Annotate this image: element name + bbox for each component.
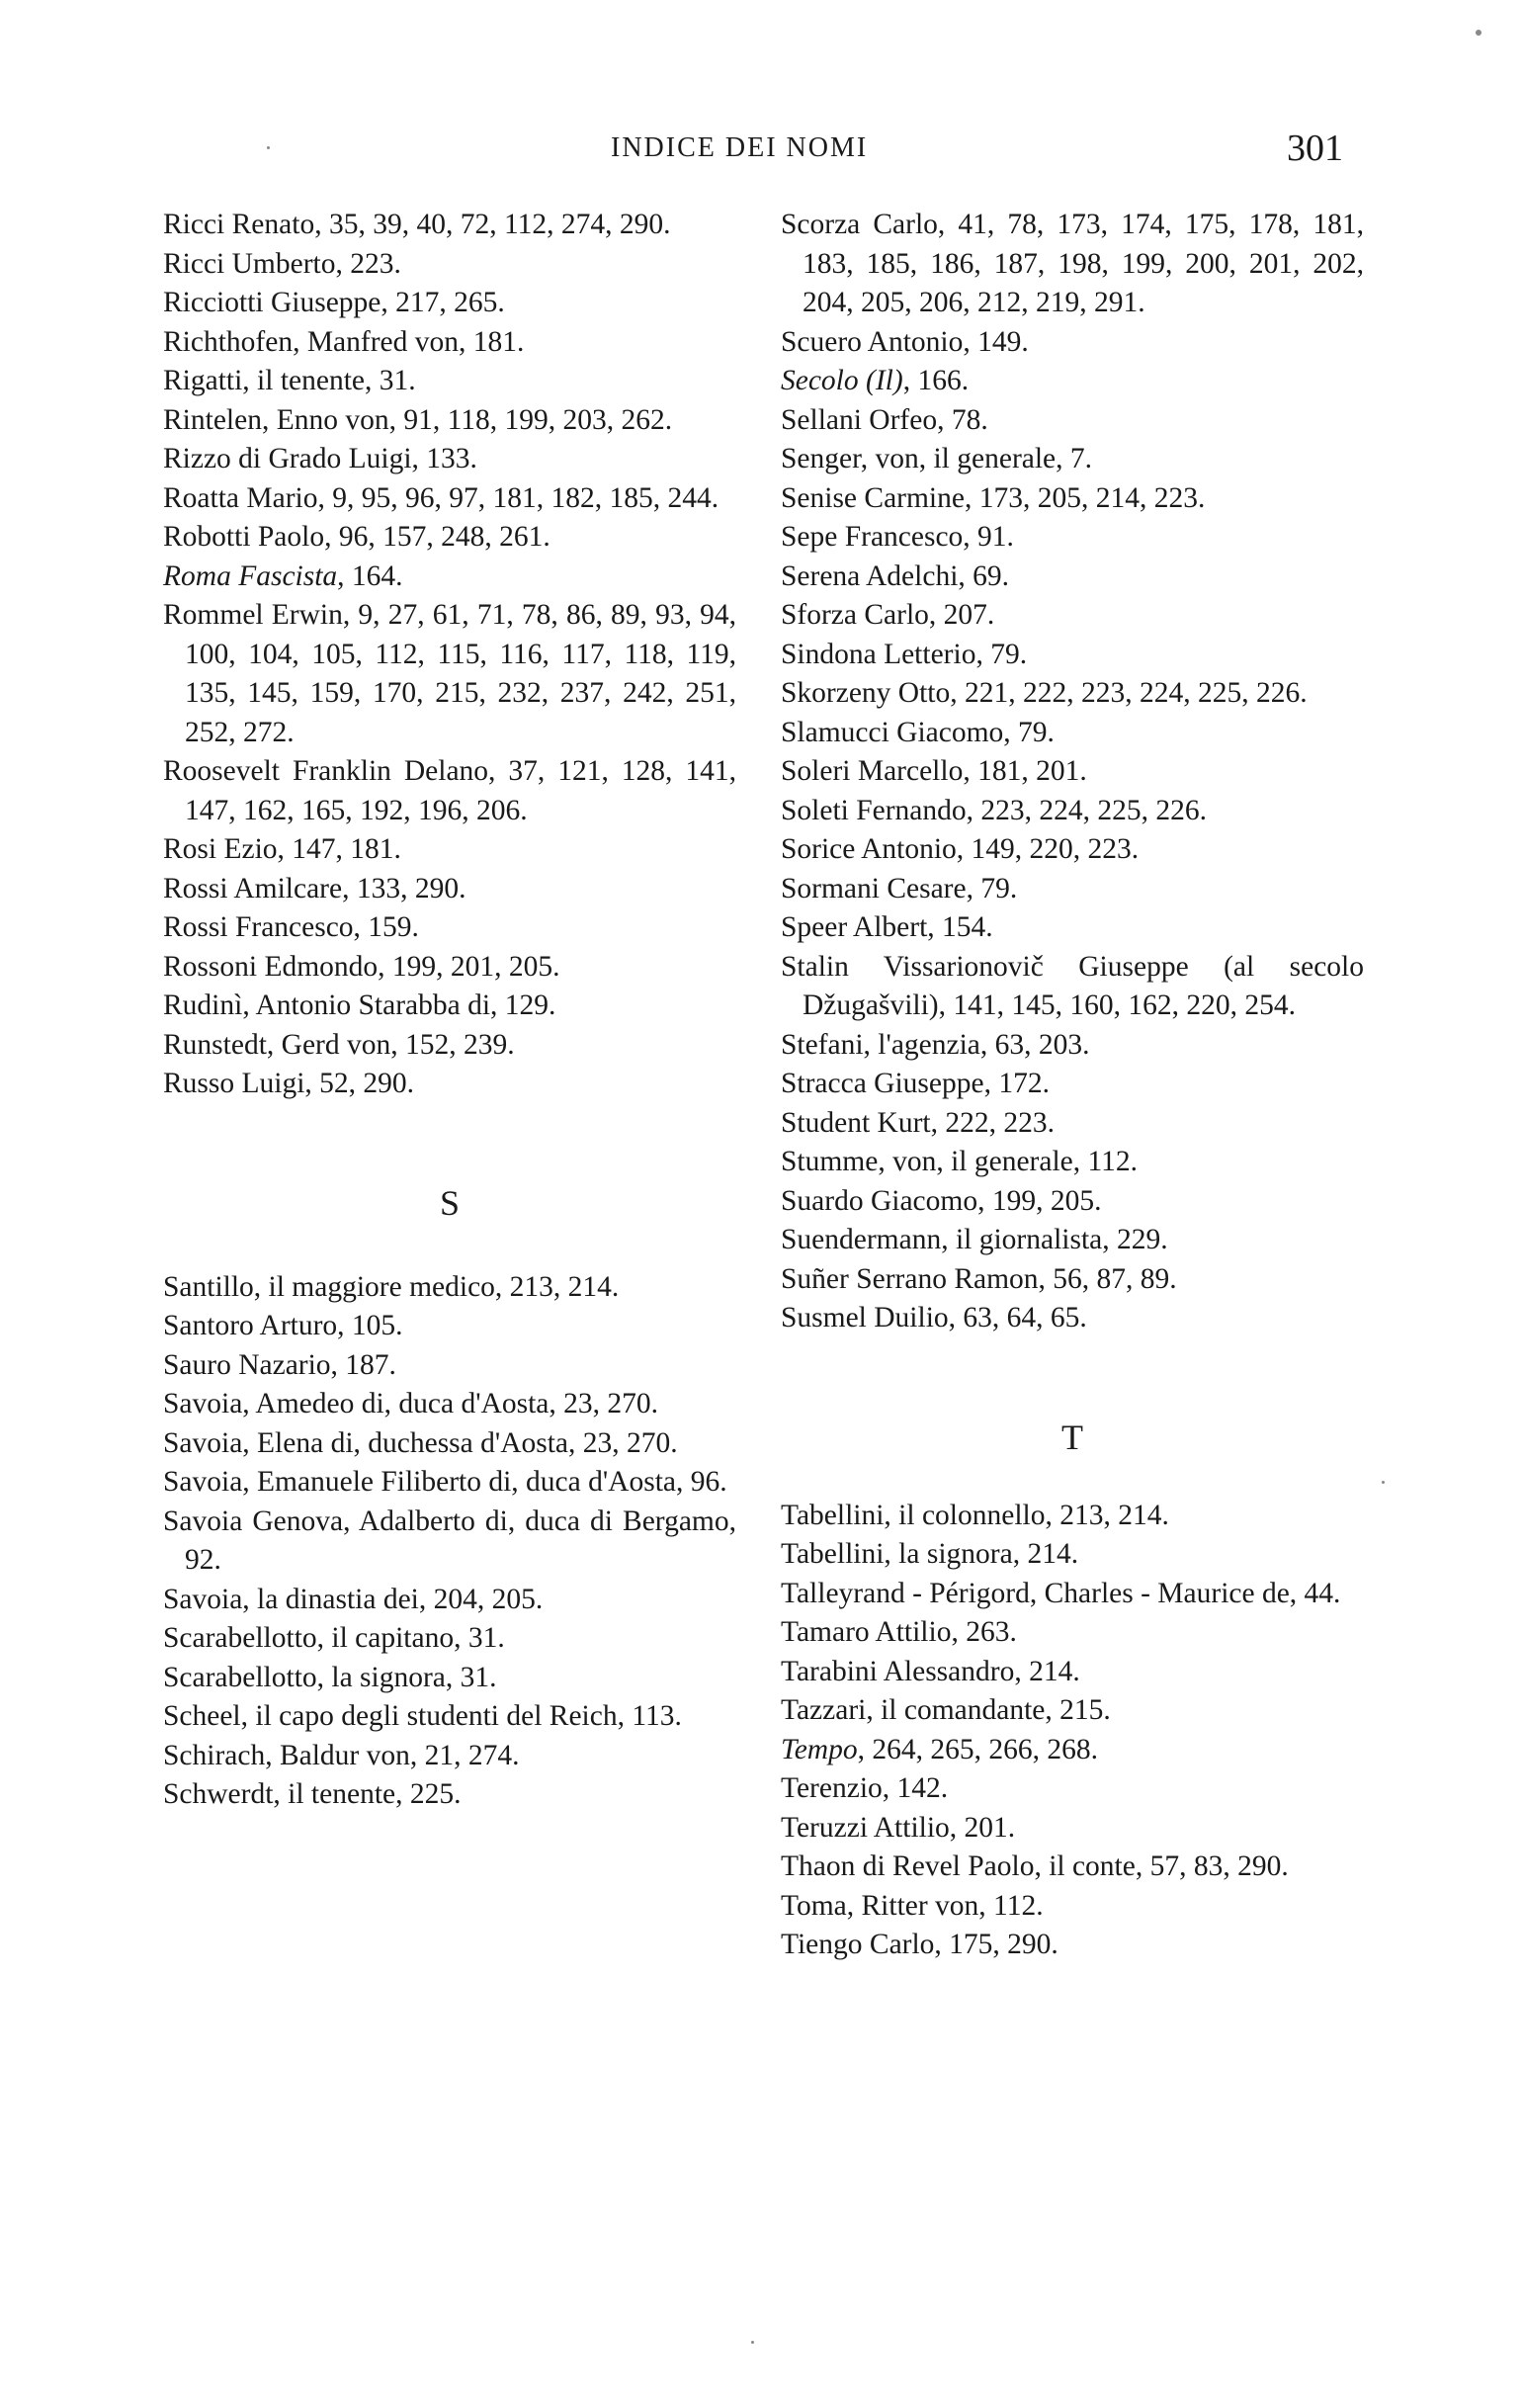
index-entry: Rossi Francesco, 159. (163, 911, 419, 943)
index-entry: Senise Carmine, 173, 205, 214, 223. (781, 481, 1206, 514)
index-entry: Tarabini Alessandro, 214. (781, 1655, 1080, 1687)
index-entry: Roatta Mario, 9, 95, 96, 97, 181, 182, 185, 244. (163, 481, 719, 514)
index-entry: Savoia, la dinastia dei, 204, 205. (163, 1583, 544, 1615)
scan-speck (1476, 30, 1481, 36)
index-entry: Tamaro Attilio, 263. (781, 1616, 1017, 1648)
running-head: INDICE DEI NOMI (611, 132, 869, 163)
index-entry: Rigatti, il tenente, 31. (163, 365, 416, 396)
index-entry: Serena Adelchi, 69. (781, 559, 1010, 592)
index-entry: Sforza Carlo, 207. (781, 599, 995, 631)
index-entry: Stalin Vissarionovič Giuseppe (al secolo Džugašvili), 141, 145, 160, 162, 220, 254. (781, 950, 1364, 1021)
index-entry: Skorzeny Otto, 221, 222, 223, 224, 225, 226. (781, 677, 1308, 709)
index-entry: Suñer Serrano Ramon, 56, 87, 89. (781, 1262, 1177, 1295)
index-entry: Scarabellotto, il capitano, 31. (163, 1622, 505, 1654)
index-entry: Scheel, il capo degli studenti del Reich, 113. (163, 1700, 682, 1732)
index-entry: Santoro Arturo, 105. (163, 1310, 403, 1341)
index-entry: Stefani, l'agenzia, 63, 203. (781, 1028, 1090, 1061)
index-entry: Roosevelt Franklin Delano, 37, 121, 128, 141, 147, 162, 165, 192, 196, 206. (163, 755, 736, 826)
index-entry: Stracca Giuseppe, 172. (781, 1068, 1050, 1099)
index-entry: Ricci Renato, 35, 39, 40, 72, 112, 274, 290. (163, 209, 671, 240)
index-entry: Russo Luigi, 52, 290. (163, 1068, 415, 1099)
index-entry: Scorza Carlo, 41, 78, 173, 174, 175, 178, 181, 183, 185, 186, 187, 198, 199, 200, 201, 202, 204, 205, 206, 212, 219, 291. (781, 209, 1364, 318)
index-entry: Sindona Letterio, 79. (781, 638, 1028, 670)
page-number: 301 (1287, 128, 1343, 169)
index-entry: Suendermann, il giornalista, 229. (781, 1224, 1168, 1255)
index-entry: Savoia, Emanuele Filiberto di, duca d'Aosta, 96. (163, 1466, 727, 1498)
index-entry: Savoia, Amedeo di, duca d'Aosta, 23, 270. (163, 1388, 658, 1419)
left-column (163, 206, 736, 1815)
index-entry: Rosi Ezio, 147, 181. (163, 833, 401, 865)
index-entry-publication: Secolo (Il), 166. (781, 365, 970, 396)
index-entry: Susmel Duilio, 63, 64, 65. (781, 1302, 1087, 1333)
index-entry: Rossoni Edmondo, 199, 201, 205. (163, 950, 560, 983)
index-entry: Tabellini, il colonnello, 213, 214. (781, 1499, 1169, 1531)
index-entry: Ricci Umberto, 223. (163, 247, 401, 280)
index-entry: Suardo Giacomo, 199, 205. (781, 1184, 1102, 1217)
index-entry: Rommel Erwin, 9, 27, 61, 71, 78, 86, 89, 93, 94, 100, 104, 105, 112, 115, 116, 117, 118, 119, 135, 145, 159, 170, 215, 232, 237, 242, 251, 252, 272. (163, 599, 736, 748)
page-header (0, 127, 1523, 176)
index-entry: Stumme, von, il generale, 112. (781, 1146, 1139, 1177)
index-entry: Sellani Orfeo, 78. (781, 403, 988, 436)
index-entry: Rossi Amilcare, 133, 290. (163, 872, 466, 904)
index-entry: Sepe Francesco, 91. (781, 521, 1014, 553)
index-entry: Talleyrand - Périgord, Charles - Maurice de, 44. (781, 1577, 1341, 1609)
index-entry: Santillo, il maggiore medico, 213, 214. (163, 1270, 620, 1303)
index-entry: Sormani Cesare, 79. (781, 872, 1018, 904)
scan-speck (267, 146, 270, 149)
index-entry: Schirach, Baldur von, 21, 274. (163, 1739, 520, 1771)
right-column (781, 206, 1364, 1965)
index-entry: Scuero Antonio, 149. (781, 325, 1029, 358)
index-entry: Tiengo Carlo, 175, 290. (781, 1929, 1058, 1960)
index-entry: Slamucci Giacomo, 79. (781, 716, 1055, 748)
index-entry: Robotti Paolo, 96, 157, 248, 261. (163, 521, 550, 553)
index-entry: Savoia Genova, Adalberto di, duca di Bergamo, 92. (163, 1505, 736, 1576)
index-entry: Rizzo di Grado Luigi, 133. (163, 443, 477, 474)
index-entry: Thaon di Revel Paolo, il conte, 57, 83, 290. (781, 1850, 1289, 1882)
index-entry: Rudinì, Antonio Starabba di, 129. (163, 989, 556, 1021)
index-entry: Tabellini, la signora, 214. (781, 1538, 1079, 1570)
index-entry: Toma, Ritter von, 112. (781, 1889, 1044, 1922)
index-entry: Savoia, Elena di, duchessa d'Aosta, 23, 270. (163, 1426, 678, 1459)
section-letter-s: S (439, 1182, 461, 1223)
scan-speck (751, 2341, 754, 2344)
index-entry: Terenzio, 142. (781, 1772, 949, 1804)
index-entry: Student Kurt, 222, 223. (781, 1106, 1055, 1139)
index-entry-publication: Roma Fascista, 164. (163, 559, 403, 592)
index-entry: Rintelen, Enno von, 91, 118, 199, 203, 262. (163, 403, 673, 436)
section-letter-t: T (1061, 1417, 1083, 1457)
index-entry: Sauro Nazario, 187. (163, 1348, 396, 1381)
index-entry: Soleti Fernando, 223, 224, 225, 226. (781, 794, 1208, 826)
index-entry: Sorice Antonio, 149, 220, 223. (781, 833, 1140, 865)
index-entry: Teruzzi Attilio, 201. (781, 1811, 1016, 1844)
index-entry: Scarabellotto, la signora, 31. (163, 1661, 497, 1693)
index-entry: Ricciotti Giuseppe, 217, 265. (163, 287, 505, 318)
index-entry: Schwerdt, il tenente, 225. (163, 1778, 462, 1810)
index-entry: Runstedt, Gerd von, 152, 239. (163, 1028, 515, 1061)
scan-speck (1382, 1481, 1385, 1484)
index-entry: Soleri Marcello, 181, 201. (781, 755, 1087, 787)
index-entry: Senger, von, il generale, 7. (781, 443, 1093, 474)
index-entry: Speer Albert, 154. (781, 911, 993, 943)
index-entry-publication: Tempo, 264, 265, 266, 268. (781, 1733, 1098, 1765)
index-entry: Tazzari, il comandante, 215. (781, 1694, 1111, 1726)
index-entry: Richthofen, Manfred von, 181. (163, 325, 525, 358)
